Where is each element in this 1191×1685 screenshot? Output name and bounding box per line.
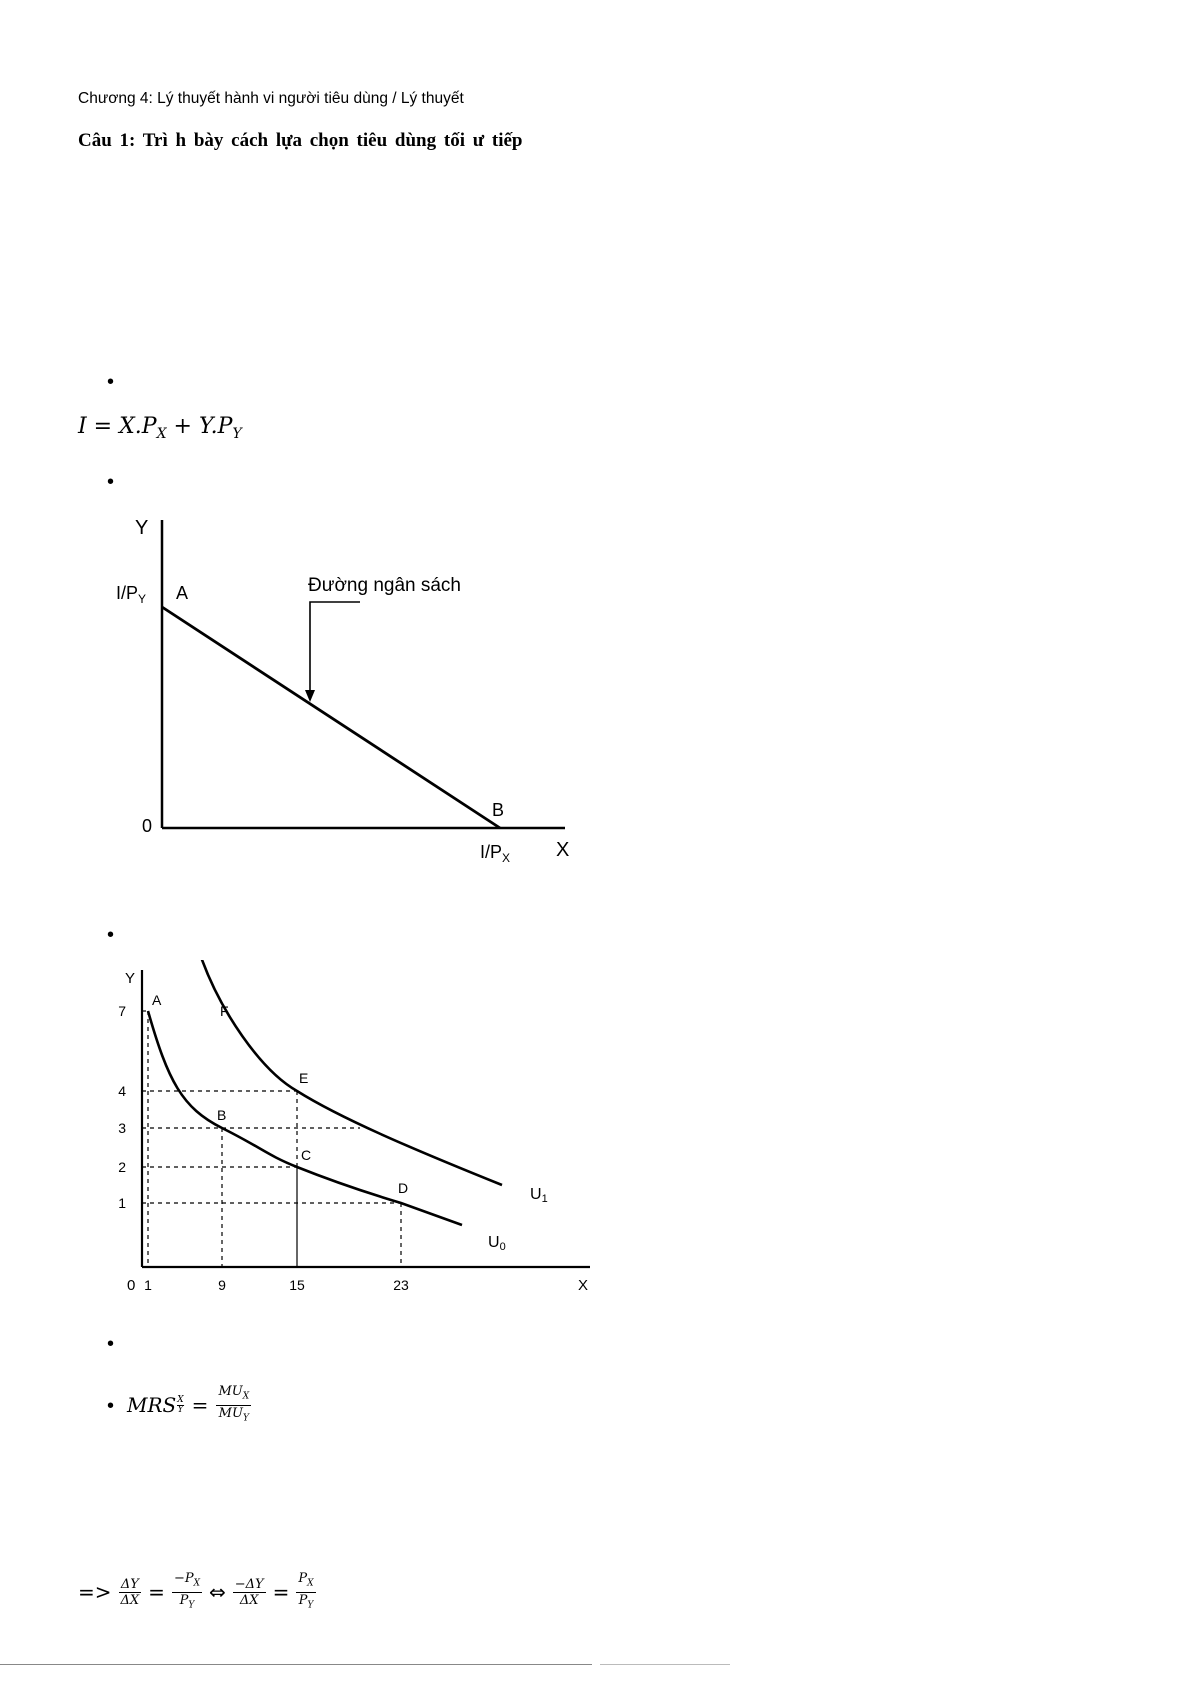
point-a-label: A — [176, 583, 189, 603]
point-label-a: A — [152, 992, 162, 1008]
curve-u1 — [201, 960, 502, 1185]
y-tick-label: 2 — [118, 1159, 126, 1175]
point-label-c: C — [301, 1147, 312, 1163]
y-intercept-label: $I/P_Y$ — [116, 583, 147, 606]
equals-2: = — [272, 1580, 290, 1605]
implies-arrow: => — [78, 1580, 112, 1605]
footer-rule — [0, 1664, 592, 1665]
budget-y-label: Y — [135, 517, 149, 539]
budget-equation — [78, 414, 242, 442]
bullet-4: • — [107, 1333, 115, 1355]
mrs-lhs: MRS — [127, 1393, 177, 1418]
y-tick-label: 4 — [118, 1083, 126, 1099]
ic-x-label: X — [578, 1277, 589, 1294]
x-tick-label: 23 — [393, 1277, 409, 1293]
indifference-chart — [110, 960, 600, 1300]
point-labels — [152, 992, 408, 1196]
curve-u0 — [148, 1011, 462, 1225]
budget-line-chart — [110, 510, 590, 870]
eq-lhs: I = X. — [78, 414, 142, 439]
budget-origin-label: 0 — [142, 816, 153, 836]
x-tick-label: 9 — [218, 1277, 226, 1293]
point-label-b: B — [217, 1107, 227, 1123]
y-tick-label: 1 — [118, 1195, 126, 1211]
x-intercept-label: $I/P_X$ — [480, 842, 511, 865]
mrs-formula — [127, 1384, 251, 1426]
x-tick-labels — [144, 1277, 409, 1293]
u1-label: U1 — [530, 1186, 548, 1205]
eq-mid: + Y. — [166, 414, 218, 439]
y-tick-label: 7 — [118, 1003, 126, 1019]
fraction-dy-dx: $\frac{\Delta Y}{\Delta X}$ — [120, 1576, 140, 1608]
budget-line — [162, 607, 500, 828]
x-tick-label: 1 — [144, 1277, 152, 1293]
x-tick-label: 15 — [289, 1277, 305, 1293]
breadcrumb: Chương 4: Lý thuyết hành vi người tiêu dùng / Lý thuyết — [78, 90, 464, 107]
footer-rule-secondary — [600, 1664, 730, 1665]
eq-py-sub: Y — [232, 426, 242, 442]
fraction-neg-px-py: $\frac{-P_X}{P_Y}$ — [173, 1571, 200, 1611]
point-b-label: B — [492, 800, 505, 820]
bullet-2: • — [107, 471, 115, 493]
equals-1: = — [148, 1580, 165, 1605]
final-equation — [78, 1571, 316, 1613]
iff-symbol: ⇔ — [209, 1580, 226, 1605]
mrs-eq: = — [191, 1393, 209, 1418]
mrs-subscript: $\frac{X}{Y}$ — [177, 1394, 184, 1415]
u0-label: U0 — [488, 1234, 506, 1253]
ic-y-label: Y — [125, 970, 136, 987]
eq-px-sub: X — [156, 426, 167, 442]
fraction-px-py: $\frac{P_X}{P_Y}$ — [298, 1571, 314, 1611]
point-label-e: E — [299, 1070, 309, 1086]
y-tick-labels — [118, 1003, 126, 1211]
bullet-3: • — [107, 924, 115, 946]
question-title: Câu 1: Trì h bày cách lựa chọn tiêu dùng tối ư tiếp — [78, 130, 523, 151]
eq-px: P — [141, 414, 157, 439]
fraction-neg-dy-dx: $\frac{-\Delta Y}{\Delta X}$ — [234, 1576, 264, 1608]
annotation-arrow — [310, 602, 360, 696]
budget-x-label: X — [556, 839, 570, 861]
bullet-5: • — [107, 1395, 115, 1417]
point-label-f: F — [220, 1003, 229, 1019]
bullet-1: • — [107, 371, 115, 393]
budget-annotation: Đường ngân sách — [308, 575, 461, 596]
point-label-d: D — [398, 1180, 409, 1196]
mrs-fraction: $\frac{MU_X}{MU_Y}$ — [218, 1384, 250, 1424]
eq-py: P — [217, 414, 233, 439]
ic-origin-label: 0 — [127, 1277, 136, 1294]
guide-lines — [142, 1011, 401, 1267]
y-tick-label: 3 — [118, 1120, 126, 1136]
